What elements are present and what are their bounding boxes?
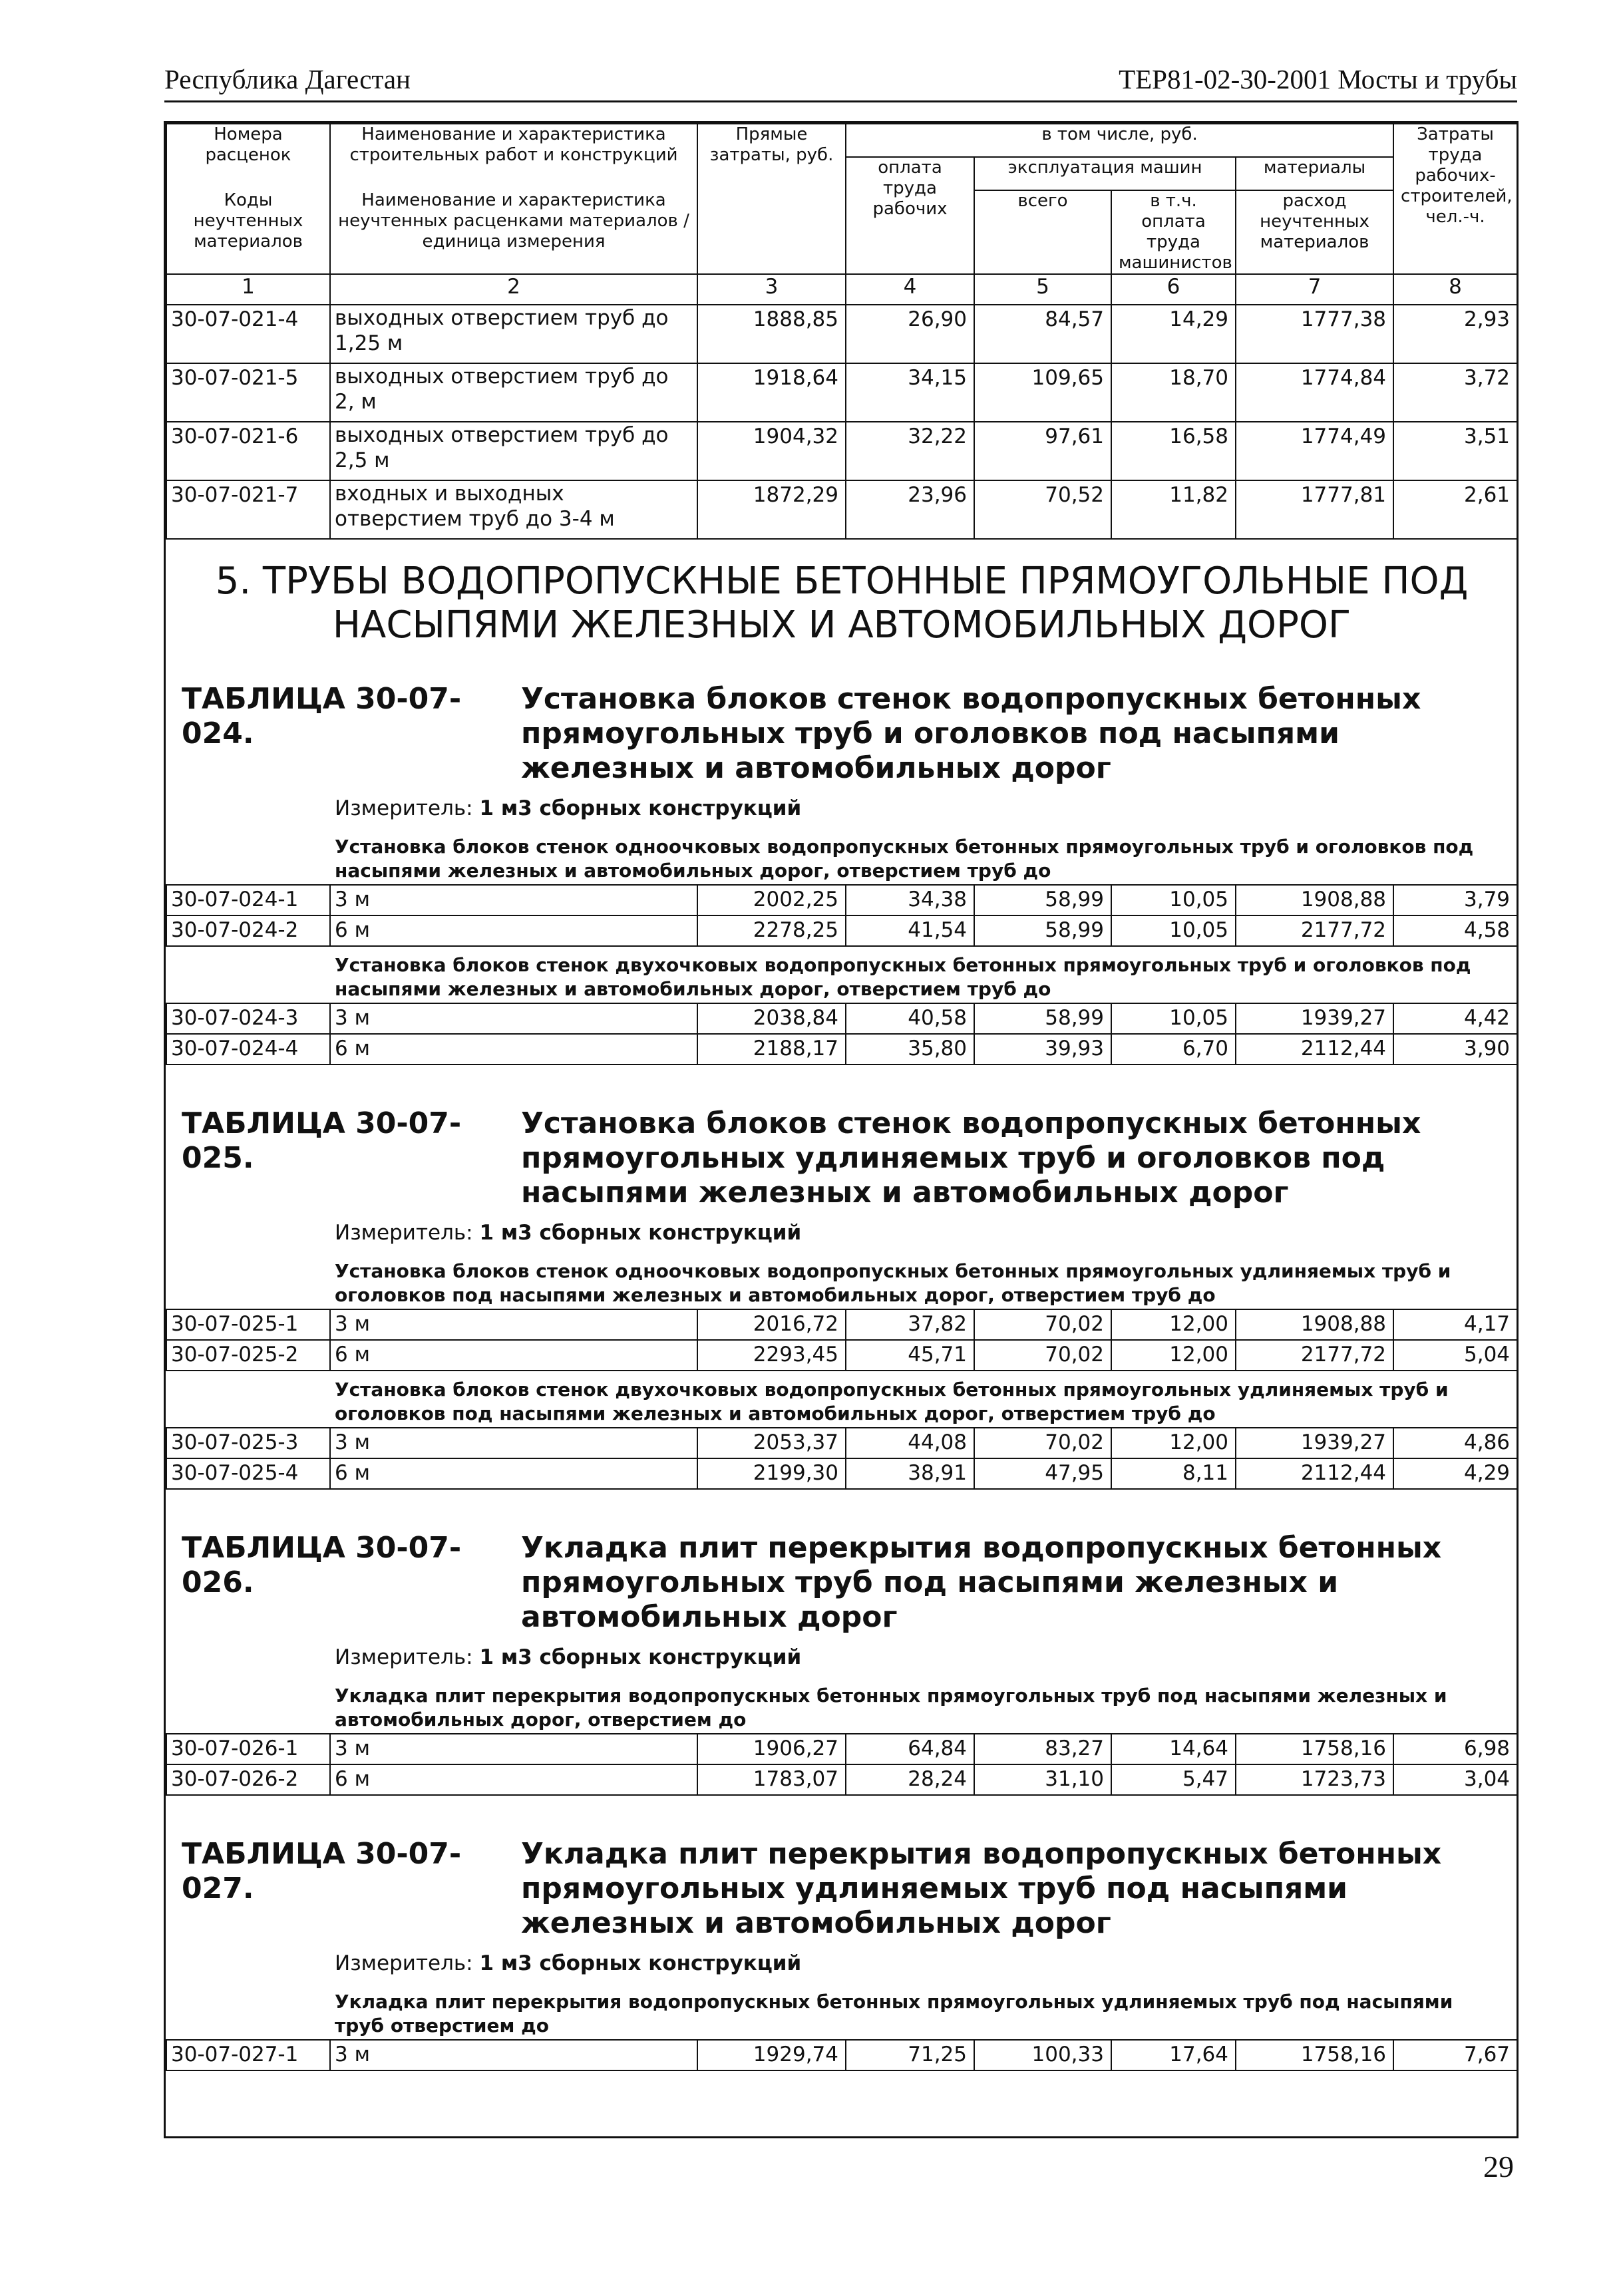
table-row (166, 305, 1517, 363)
labor-pay-value: 45,71 (846, 1340, 974, 1371)
measure-label: Измеритель: (335, 1221, 473, 1245)
section-title: 5. ТРУБЫ ВОДОПРОПУСКНЫЕ БЕТОННЫЕ ПРЯМОУГОЛЬНЫЕ ПОД НАСЫПЯМИ ЖЕЛЕЗНЫХ И АВТОМОБИЛЬНЫХ ДОРОГ (215, 560, 1469, 647)
materials-value: 2177,72 (1236, 915, 1393, 946)
table-number: ТАБЛИЦА 30-07-026. (182, 1531, 462, 1599)
machines-total-value: 47,95 (974, 1458, 1111, 1489)
labor-hours-value: 3,90 (1393, 1034, 1517, 1065)
machines-total-value: 100,33 (974, 2040, 1111, 2070)
rate-code: 30-07-024-4 (166, 1034, 330, 1065)
machinist-pay-value: 12,00 (1111, 1309, 1236, 1340)
labor-hours-value: 5,04 (1393, 1340, 1517, 1371)
machines-total-value: 84,57 (974, 305, 1111, 363)
column-number: 4 (846, 274, 974, 305)
machinist-pay-value: 12,00 (1111, 1428, 1236, 1458)
table-row (166, 2040, 1517, 2070)
measure-value: 1 м3 сборных конструкций (479, 796, 802, 820)
col-header-machinist-pay: в т.ч. оплата труда машинистов (1111, 190, 1236, 274)
machines-total-value: 70,02 (974, 1309, 1111, 1340)
table-caption-row (166, 1516, 1517, 1677)
machinist-pay-value: 6,70 (1111, 1034, 1236, 1065)
direct-costs-value: 1783,07 (697, 1764, 846, 1795)
direct-costs-value: 2038,84 (697, 1003, 846, 1034)
labor-pay-value: 71,25 (846, 2040, 974, 2070)
machines-total-value: 70,02 (974, 1340, 1111, 1371)
col-header-material-codes: Коды неучтенных материалов (166, 190, 330, 274)
table-row (166, 480, 1517, 539)
section-title-row-cell (166, 539, 1517, 667)
machines-total-value: 58,99 (974, 915, 1111, 946)
materials-value: 1774,49 (1236, 422, 1393, 480)
spacer-row-cell (166, 1489, 1517, 1516)
labor-pay-value: 34,15 (846, 363, 974, 422)
section-title-row (166, 539, 1517, 667)
table-row (166, 885, 1517, 915)
rate-code: 30-07-025-4 (166, 1458, 330, 1489)
col-header-direct-costs: Прямые затраты, руб. (697, 124, 846, 274)
table-caption-block (166, 1531, 1517, 1677)
labor-pay-value: 32,22 (846, 422, 974, 480)
table-title (166, 1837, 1517, 1941)
machines-total-value: 109,65 (974, 363, 1111, 422)
materials-value: 1939,27 (1236, 1003, 1393, 1034)
table-row (166, 915, 1517, 946)
table-title-text: Укладка плит перекрытия водопропускных бетонных прямоугольных труб под насыпями железных и автомобильных дорог (521, 1531, 1442, 1634)
machines-total-value: 58,99 (974, 885, 1111, 915)
spacer-row (166, 1065, 1517, 1092)
direct-costs-value: 2199,30 (697, 1458, 846, 1489)
column-number: 2 (330, 274, 697, 305)
machinist-pay-value: 17,64 (1111, 2040, 1236, 2070)
column-number: 5 (974, 274, 1111, 305)
materials-value: 1758,16 (1236, 1734, 1393, 1764)
header-document-code: ТЕР81-02-30-2001 Мосты и трубы (1119, 64, 1517, 94)
labor-pay-value: 34,38 (846, 885, 974, 915)
direct-costs-value: 1929,74 (697, 2040, 846, 2070)
direct-costs-value: 2188,17 (697, 1034, 846, 1065)
machines-total-value: 97,61 (974, 422, 1111, 480)
table-row (166, 1340, 1517, 1371)
machinist-pay-value: 12,00 (1111, 1340, 1236, 1371)
machines-total-value: 83,27 (974, 1734, 1111, 1764)
group-caption-row (166, 828, 1517, 885)
machinist-pay-value: 8,11 (1111, 1458, 1236, 1489)
rate-description: 6 м (330, 1458, 697, 1489)
column-number: 7 (1236, 274, 1393, 305)
labor-hours-value: 4,58 (1393, 915, 1517, 946)
table-number: ТАБЛИЦА 30-07-024. (182, 682, 462, 750)
group-caption-row-cell (166, 1677, 1517, 1734)
machinist-pay-value: 16,58 (1111, 422, 1236, 480)
measure-value: 1 м3 сборных конструкций (479, 1645, 802, 1669)
rate-description: 3 м (330, 1003, 697, 1034)
direct-costs-value: 1918,64 (697, 363, 846, 422)
rate-code: 30-07-025-1 (166, 1309, 330, 1340)
spacer-row-cell (166, 1795, 1517, 1822)
labor-hours-value: 3,72 (1393, 363, 1517, 422)
rates-table (166, 123, 1518, 2071)
table-row (166, 1428, 1517, 1458)
table-spacer (166, 1796, 1517, 1822)
labor-hours-value: 2,61 (1393, 480, 1517, 539)
machines-total-value: 31,10 (974, 1764, 1111, 1795)
page-number: 29 (1483, 2150, 1514, 2184)
column-number: 8 (1393, 274, 1517, 305)
table-number: ТАБЛИЦА 30-07-025. (182, 1106, 462, 1175)
col-header-materials-expense: расход неучтенных материалов (1236, 190, 1393, 274)
col-header-labor-costs: Затраты труда рабочих-строителей, чел.-ч. (1393, 124, 1517, 274)
table-caption-row (166, 1092, 1517, 1253)
rate-code: 30-07-021-7 (166, 480, 330, 539)
rate-code: 30-07-021-4 (166, 305, 330, 363)
labor-pay-value: 35,80 (846, 1034, 974, 1065)
labor-hours-value: 4,29 (1393, 1458, 1517, 1489)
rate-code: 30-07-024-1 (166, 885, 330, 915)
table-caption-row-cell (166, 667, 1517, 828)
rate-description: 6 м (330, 915, 697, 946)
table-row (166, 1458, 1517, 1489)
rate-code: 30-07-021-6 (166, 422, 330, 480)
col-header-rate-numbers: Номера расценок (166, 124, 330, 190)
rate-description: выходных отверстием труб до 1,25 м (330, 305, 697, 363)
group-caption: Установка блоков стенок двухочковых водопропускных бетонных прямоугольных труб и оголовков под насыпями железных и автомобильных дорог, отверстием труб до (335, 954, 1471, 1000)
rate-description: 6 м (330, 1764, 697, 1795)
rate-description: 3 м (330, 2040, 697, 2070)
machines-total-value: 58,99 (974, 1003, 1111, 1034)
rate-description: 3 м (330, 1734, 697, 1764)
materials-value: 2177,72 (1236, 1340, 1393, 1371)
rate-description: 3 м (330, 1428, 697, 1458)
rate-code: 30-07-026-2 (166, 1764, 330, 1795)
group-caption-row-cell (166, 1253, 1517, 1309)
col-header-machines-total: всего (974, 190, 1111, 274)
group-caption: Установка блоков стенок одноочковых водопропускных бетонных прямоугольных труб и оголовков под насыпями железных и автомобильных дорог, отверстием труб до (335, 836, 1474, 882)
machines-total-value: 70,52 (974, 480, 1111, 539)
table-caption-row-cell (166, 1092, 1517, 1253)
labor-pay-value: 23,96 (846, 480, 974, 539)
machinist-pay-value: 10,05 (1111, 885, 1236, 915)
measure-unit (166, 795, 1517, 822)
header-rule (164, 100, 1517, 102)
measure-unit (166, 1950, 1517, 1977)
direct-costs-value: 1906,27 (697, 1734, 846, 1764)
group-caption-row (166, 946, 1517, 1003)
column-number: 1 (166, 274, 330, 305)
group-caption-row (166, 1253, 1517, 1309)
materials-value: 1758,16 (1236, 2040, 1393, 2070)
measure-value: 1 м3 сборных конструкций (479, 1951, 802, 1975)
measure-unit (166, 1220, 1517, 1246)
table-row (166, 422, 1517, 480)
table-title (166, 682, 1517, 786)
group-caption-row (166, 1371, 1517, 1428)
rate-description: выходных отверстием труб до 2,5 м (330, 422, 697, 480)
labor-hours-value: 3,79 (1393, 885, 1517, 915)
rate-description: входных и выходных отверстием труб до 3-4 м (330, 480, 697, 539)
spacer-row (166, 1489, 1517, 1516)
materials-value: 1723,73 (1236, 1764, 1393, 1795)
direct-costs-value: 1872,29 (697, 480, 846, 539)
group-caption: Укладка плит перекрытия водопропускных бетонных прямоугольных удлиняемых труб под насыпями труб отверстием до (335, 1991, 1453, 2037)
table-caption-block (166, 1837, 1517, 1983)
rate-description: 3 м (330, 1309, 697, 1340)
materials-value: 2112,44 (1236, 1034, 1393, 1065)
group-caption-row-cell (166, 946, 1517, 1003)
machinist-pay-value: 18,70 (1111, 363, 1236, 422)
column-number: 6 (1111, 274, 1236, 305)
table-caption-block (166, 682, 1517, 828)
group-caption-row (166, 1677, 1517, 1734)
table-row (166, 363, 1517, 422)
table-row (166, 1034, 1517, 1065)
labor-pay-value: 41,54 (846, 915, 974, 946)
direct-costs-value: 2002,25 (697, 885, 846, 915)
column-numbers-row (166, 274, 1517, 305)
measure-value: 1 м3 сборных конструкций (479, 1221, 802, 1245)
table-row (166, 1764, 1517, 1795)
labor-hours-value: 7,67 (1393, 2040, 1517, 2070)
table-number: ТАБЛИЦА 30-07-027. (182, 1837, 462, 1905)
group-caption-row (166, 1983, 1517, 2040)
direct-costs-value: 1888,85 (697, 305, 846, 363)
table-caption-row-cell (166, 1516, 1517, 1677)
machines-total-value: 70,02 (974, 1428, 1111, 1458)
group-caption: Укладка плит перекрытия водопропускных бетонных прямоугольных труб под насыпями железных и автомобильных дорог, отверстием до (335, 1685, 1447, 1730)
group-caption-row-cell (166, 1983, 1517, 2040)
col-header-materials: материалы (1236, 157, 1393, 190)
direct-costs-value: 2293,45 (697, 1340, 846, 1371)
machinist-pay-value: 14,29 (1111, 305, 1236, 363)
group-caption: Установка блоков стенок двухочковых водопропускных бетонных прямоугольных удлиняемых труб и оголовков под насыпями железных и автомобильных дорог, отверстием труб до (335, 1379, 1449, 1424)
materials-value: 1939,27 (1236, 1428, 1393, 1458)
table-caption-row (166, 1822, 1517, 1983)
group-caption: Установка блоков стенок одноочковых водопропускных бетонных прямоугольных удлиняемых труб и оголовков под насыпями железных и автомобильных дорог, отверстием труб до (335, 1260, 1451, 1306)
table-caption-row-cell (166, 1822, 1517, 1983)
group-caption-row-cell (166, 1371, 1517, 1428)
table-title (166, 1106, 1517, 1210)
direct-costs-value: 1904,32 (697, 422, 846, 480)
machinist-pay-value: 10,05 (1111, 1003, 1236, 1034)
labor-pay-value: 44,08 (846, 1428, 974, 1458)
col-header-work-name: Наименование и характеристика строительных работ и конструкций (330, 124, 697, 190)
header-region: Республика Дагестан (164, 64, 411, 94)
labor-hours-value: 6,98 (1393, 1734, 1517, 1764)
direct-costs-value: 2053,37 (697, 1428, 846, 1458)
group-caption-row-cell (166, 828, 1517, 885)
table-caption-block (166, 1106, 1517, 1253)
col-header-material-names: Наименование и характеристика неучтенных расценками материалов / единица измерения (330, 190, 697, 274)
rate-code: 30-07-025-3 (166, 1428, 330, 1458)
rate-code: 30-07-025-2 (166, 1340, 330, 1371)
labor-pay-value: 40,58 (846, 1003, 974, 1034)
labor-pay-value: 28,24 (846, 1764, 974, 1795)
labor-hours-value: 4,17 (1393, 1309, 1517, 1340)
rate-description: выходных отверстием труб до 2, м (330, 363, 697, 422)
spacer-row-cell (166, 1065, 1517, 1092)
labor-pay-value: 38,91 (846, 1458, 974, 1489)
machinist-pay-value: 10,05 (1111, 915, 1236, 946)
table-row (166, 1003, 1517, 1034)
direct-costs-value: 2016,72 (697, 1309, 846, 1340)
measure-label: Измеритель: (335, 796, 473, 820)
materials-value: 1774,84 (1236, 363, 1393, 422)
table-caption-row (166, 667, 1517, 828)
table-title-text: Укладка плит перекрытия водопропускных бетонных прямоугольных удлиняемых труб под насыпями железных и автомобильных дорог (521, 1837, 1442, 1940)
machinist-pay-value: 11,82 (1111, 480, 1236, 539)
table-row (166, 1309, 1517, 1340)
rate-description: 6 м (330, 1034, 697, 1065)
materials-value: 1908,88 (1236, 1309, 1393, 1340)
rate-code: 30-07-024-2 (166, 915, 330, 946)
materials-value: 1777,81 (1236, 480, 1393, 539)
rate-code: 30-07-024-3 (166, 1003, 330, 1034)
rate-code: 30-07-027-1 (166, 2040, 330, 2070)
table-spacer (166, 1065, 1517, 1092)
table-title-text: Установка блоков стенок водопропускных бетонных прямоугольных труб и оголовков под насыпями железных и автомобильных дорог (521, 682, 1421, 785)
rates-table-body (166, 124, 1517, 2070)
labor-pay-value: 26,90 (846, 305, 974, 363)
direct-costs-value: 2278,25 (697, 915, 846, 946)
labor-hours-value: 4,86 (1393, 1428, 1517, 1458)
col-header-including: в том числе, руб. (846, 124, 1393, 157)
materials-value: 1908,88 (1236, 885, 1393, 915)
machines-total-value: 39,93 (974, 1034, 1111, 1065)
rate-description: 3 м (330, 885, 697, 915)
table-row (166, 1734, 1517, 1764)
machinist-pay-value: 5,47 (1111, 1764, 1236, 1795)
materials-value: 1777,38 (1236, 305, 1393, 363)
measure-unit (166, 1644, 1517, 1671)
rate-description: 6 м (330, 1340, 697, 1371)
labor-hours-value: 4,42 (1393, 1003, 1517, 1034)
document-frame (164, 121, 1519, 2138)
table-spacer (166, 1490, 1517, 1516)
table-title (166, 1531, 1517, 1635)
col-header-machines: эксплуатация машин (974, 157, 1236, 190)
machinist-pay-value: 14,64 (1111, 1734, 1236, 1764)
materials-value: 2112,44 (1236, 1458, 1393, 1489)
labor-hours-value: 3,51 (1393, 422, 1517, 480)
column-number: 3 (697, 274, 846, 305)
rate-code: 30-07-026-1 (166, 1734, 330, 1764)
labor-hours-value: 2,93 (1393, 305, 1517, 363)
measure-label: Измеритель: (335, 1951, 473, 1975)
spacer-row (166, 1795, 1517, 1822)
col-header-labor-pay: оплата труда рабочих (846, 157, 974, 274)
measure-label: Измеритель: (335, 1645, 473, 1669)
rate-code: 30-07-021-5 (166, 363, 330, 422)
labor-pay-value: 37,82 (846, 1309, 974, 1340)
table-title-text: Установка блоков стенок водопропускных бетонных прямоугольных удлиняемых труб и оголовков под насыпями железных и автомобильных дорог (521, 1106, 1421, 1210)
labor-hours-value: 3,04 (1393, 1764, 1517, 1795)
labor-pay-value: 64,84 (846, 1734, 974, 1764)
